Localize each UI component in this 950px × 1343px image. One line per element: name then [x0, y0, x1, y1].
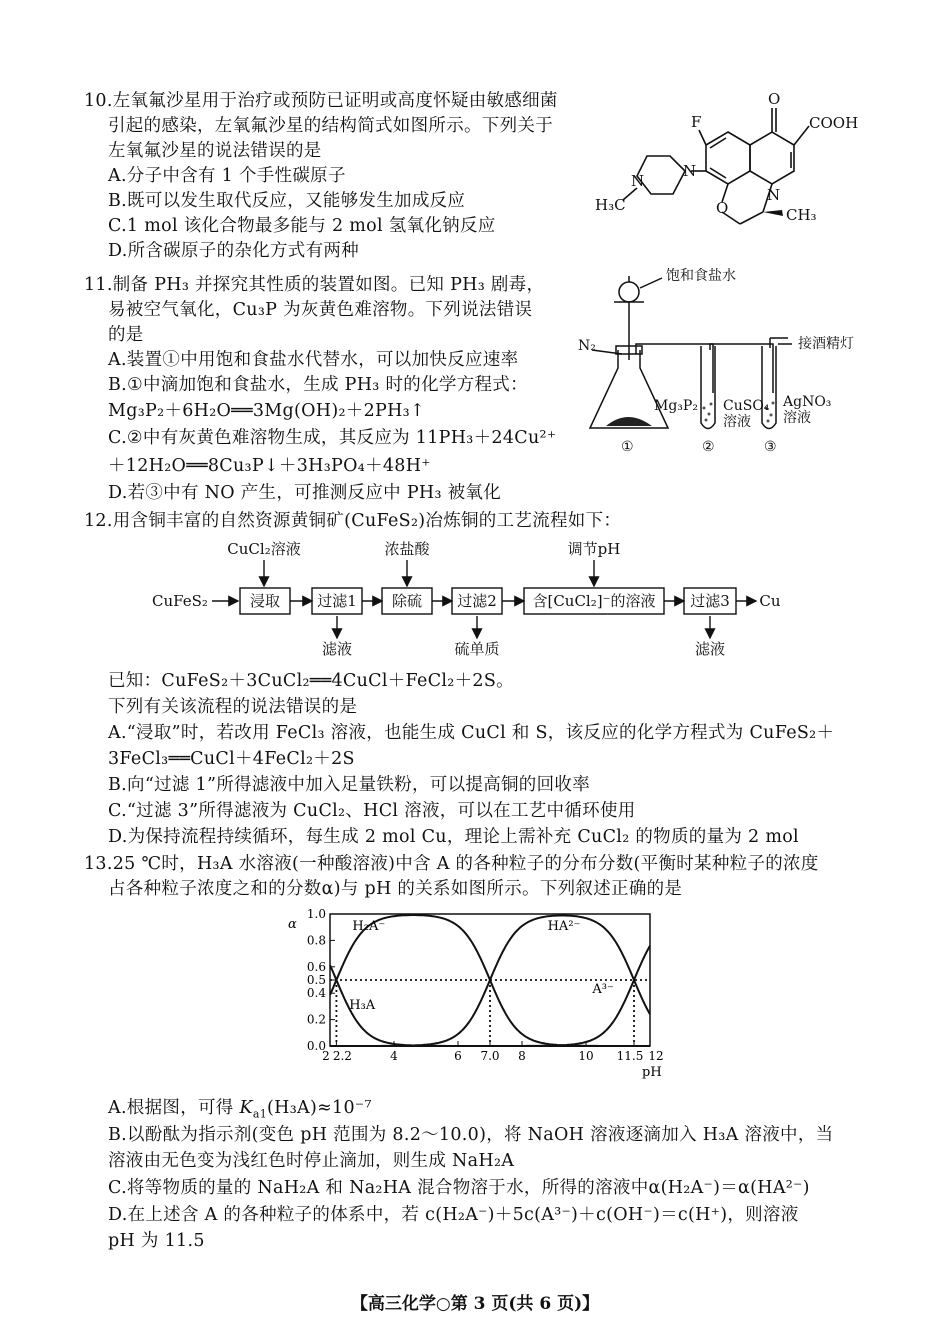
- q13-stem-line2: 占各种粒子浓度之和的分数α)与 pH 的关系如图所示。下列叙述正确的是: [108, 879, 683, 899]
- flow-step-filter1: 过滤1: [317, 592, 357, 610]
- structure-label-ch3: CH₃: [786, 206, 817, 224]
- q12-option-b: B.向“过滤 1”所得滤液中加入足量铁粉，可以提高铜的回收率: [108, 775, 591, 795]
- label-cuso4: CuSO₄: [723, 398, 770, 414]
- q10-option-a: A.分子中含有 1 个手性碳原子: [108, 166, 346, 186]
- y-tick-label: 0.6: [306, 959, 326, 974]
- y-tick-label: 0.4: [306, 986, 326, 1001]
- q13-option-a: A.根据图，可得 $K_{a1}(H_3A)\approx 10^{-7}$: [108, 1098, 372, 1121]
- q13-option-b-cont: 溶液由无色变为浅红色时停止滴加，则生成 NaH₂A: [108, 1151, 515, 1171]
- q10-option-b: B.既可以发生取代反应，又能够发生加成反应: [108, 191, 466, 211]
- flow-end: Cu: [759, 592, 781, 610]
- structure-label-n1: N: [767, 186, 781, 204]
- label-mg3p2: Mg₃P₂: [654, 398, 698, 414]
- x-axis-label: pH: [642, 1065, 662, 1080]
- flow-input-cucl2: CuCl₂溶液: [227, 540, 301, 558]
- series-label: HA²⁻: [547, 918, 581, 934]
- q12-option-d: D.为保持流程持续循环，每生成 2 mol Cu，理论上需补充 CuCl₂ 的物质的量为 2 mol: [108, 827, 799, 847]
- flow-step-desulfurize: 除硫: [391, 592, 423, 610]
- structure-label-o: O: [768, 90, 781, 108]
- q13-stem-line1: 13.25 ℃时，H₃A 水溶液(一种酸溶液)中含 A 的各种粒子的分布分数(平衡时某种粒子的浓度: [84, 854, 819, 874]
- y-tick-label: 1.0: [306, 907, 326, 921]
- q11-option-c-equation: ＋12H₂O══8Cu₃P↓＋3H₃PO₄＋48H⁺: [108, 456, 431, 476]
- q12-option-c: C.“过滤 3”所得滤液为 CuCl₂、HCl 溶液，可以在工艺中循环使用: [108, 801, 636, 821]
- flow-step-filter2: 过滤2: [457, 592, 497, 610]
- q12-option-a-equation: 3FeCl₃══CuCl＋4FeCl₂＋2S: [108, 749, 355, 769]
- x-tick-label: 4: [390, 1049, 398, 1063]
- page-footer: 【高三化学○第 3 页(共 6 页)】: [350, 1294, 600, 1314]
- label-n2: N₂: [578, 338, 596, 354]
- x-tick-label: 2.2: [332, 1049, 352, 1063]
- label-apparatus-2: ②: [702, 439, 715, 455]
- q13-option-c: C.将等物质的量的 NaH₂A 和 Na₂HA 混合物溶于水，所得的溶液中α(H₂A⁻)＝α(HA²⁻): [108, 1178, 810, 1198]
- label-burner: 接酒精灯: [798, 336, 854, 352]
- q11-stem-line2: 易被空气氧化，Cu₃P 为灰黄色难溶物。下列说法错误: [108, 300, 533, 320]
- x-tick-label: 2: [322, 1049, 330, 1063]
- q12-known: 已知：CuFeS₂＋3CuCl₂══4CuCl＋FeCl₂＋2S。: [108, 671, 514, 691]
- q11-option-b: B.①中滴加饱和食盐水，生成 PH₃ 时的化学方程式：: [108, 375, 528, 395]
- q11-option-b-equation: Mg₃P₂＋6H₂O══3Mg(OH)₂＋2PH₃↑: [108, 401, 425, 421]
- flow-output-filtrate3: 滤液: [694, 640, 726, 658]
- q11-option-a: A.装置①中用饱和食盐水代替水，可以加快反应速率: [108, 350, 519, 370]
- q10-stem-line1: 10.左氧氟沙星用于治疗或预防已证明或高度怀疑由敏感细菌: [84, 91, 558, 111]
- levofloxacin-structure: [595, 82, 875, 232]
- distribution-chart: [280, 902, 670, 1092]
- y-tick-label: 0.2: [306, 1012, 326, 1027]
- structure-label-n2: N: [683, 162, 697, 180]
- process-flow-diagram: [150, 538, 790, 668]
- flow-input-ph: 调节pH: [567, 540, 621, 558]
- label-agno3: AgNO₃: [783, 394, 832, 410]
- x-tick-label: 8: [518, 1049, 526, 1063]
- structure-label-o2: O: [716, 199, 729, 217]
- flow-step-filter3: 过滤3: [690, 592, 730, 610]
- x-tick-label: 11.5: [616, 1049, 644, 1063]
- flow-output-filtrate1: 滤液: [321, 640, 353, 658]
- x-tick-label: 6: [454, 1049, 462, 1063]
- q11-stem-line1: 11.制备 PH₃ 并探究其性质的装置如图。已知 PH₃ 剧毒，: [84, 275, 545, 295]
- label-agno3-solution: 溶液: [783, 410, 811, 426]
- q13-option-b: B.以酚酞为指示剂(变色 pH 范围为 8.2～10.0)，将 NaOH 溶液逐滴加入 H₃A 溶液中，当: [108, 1125, 834, 1145]
- q11-option-c: C.②中有灰黄色难溶物生成，其反应为 11PH₃＋24Cu²⁺: [108, 428, 557, 448]
- q12-ask: 下列有关该流程的说法错误的是: [108, 697, 358, 717]
- series-label: H₃A: [349, 998, 376, 1014]
- ph3-apparatus: [578, 268, 878, 458]
- q11-stem-line3: 的是: [108, 325, 144, 345]
- label-apparatus-3: ③: [764, 439, 777, 455]
- y-tick-label: 0.0: [306, 1039, 326, 1053]
- x-tick-label: 7.0: [480, 1049, 500, 1063]
- q12-stem: 12.用含铜丰富的自然资源黄铜矿(CuFeS₂)冶炼铜的工艺流程如下：: [84, 511, 622, 531]
- q13-option-d-cont: pH 为 11.5: [108, 1231, 205, 1251]
- x-tick-label: 10: [578, 1049, 594, 1063]
- flow-input-hcl: 浓盐酸: [384, 540, 430, 558]
- y-tick-label: 0.8: [306, 933, 326, 948]
- x-tick-label: 12: [648, 1049, 664, 1063]
- q10-stem-line2: 引起的感染，左氧氟沙星的结构简式如图所示。下列关于: [108, 116, 553, 136]
- q10-option-c: C.1 mol 该化合物最多能与 2 mol 氢氧化钠反应: [108, 216, 496, 236]
- y-axis-label: α: [288, 917, 297, 932]
- q13-option-d: D.在上述含 A 的各种粒子的体系中，若 c(H₂A⁻)＋5c(A³⁻)＋c(OH⁻)＝c(H⁺)，则溶液: [108, 1205, 799, 1225]
- structure-label-f: F: [691, 113, 702, 131]
- label-apparatus-1: ①: [621, 439, 634, 455]
- structure-label-h3c: H₃C: [595, 196, 626, 214]
- series-label: H₂A⁻: [352, 918, 386, 934]
- label-brine: 饱和食盐水: [666, 268, 736, 284]
- structure-label-cooh: COOH: [809, 114, 859, 132]
- q10-option-d: D.所含碳原子的杂化方式有两种: [108, 241, 359, 261]
- q11-option-d: D.若③中有 NO 产生，可推测反应中 PH₃ 被氧化: [108, 483, 502, 503]
- structure-label-n3: N: [631, 172, 645, 190]
- flow-step-cucl2-solution: 含[CuCl₂]⁻的溶液: [532, 592, 656, 610]
- label-cuso4-solution: 溶液: [723, 414, 751, 430]
- flow-output-sulfur: 硫单质: [454, 640, 500, 658]
- series-label: A³⁻: [592, 982, 614, 998]
- q10-stem-line3: 左氧氟沙星的说法错误的是: [108, 141, 322, 161]
- q12-option-a: A.“浸取”时，若改用 FeCl₃ 溶液，也能生成 CuCl 和 S，该反应的化学方程式为 CuFeS₂＋: [108, 723, 835, 743]
- flow-start: CuFeS₂: [152, 592, 208, 610]
- y-tick-label: 0.5: [306, 973, 326, 987]
- flow-step-leach: 浸取: [249, 592, 281, 610]
